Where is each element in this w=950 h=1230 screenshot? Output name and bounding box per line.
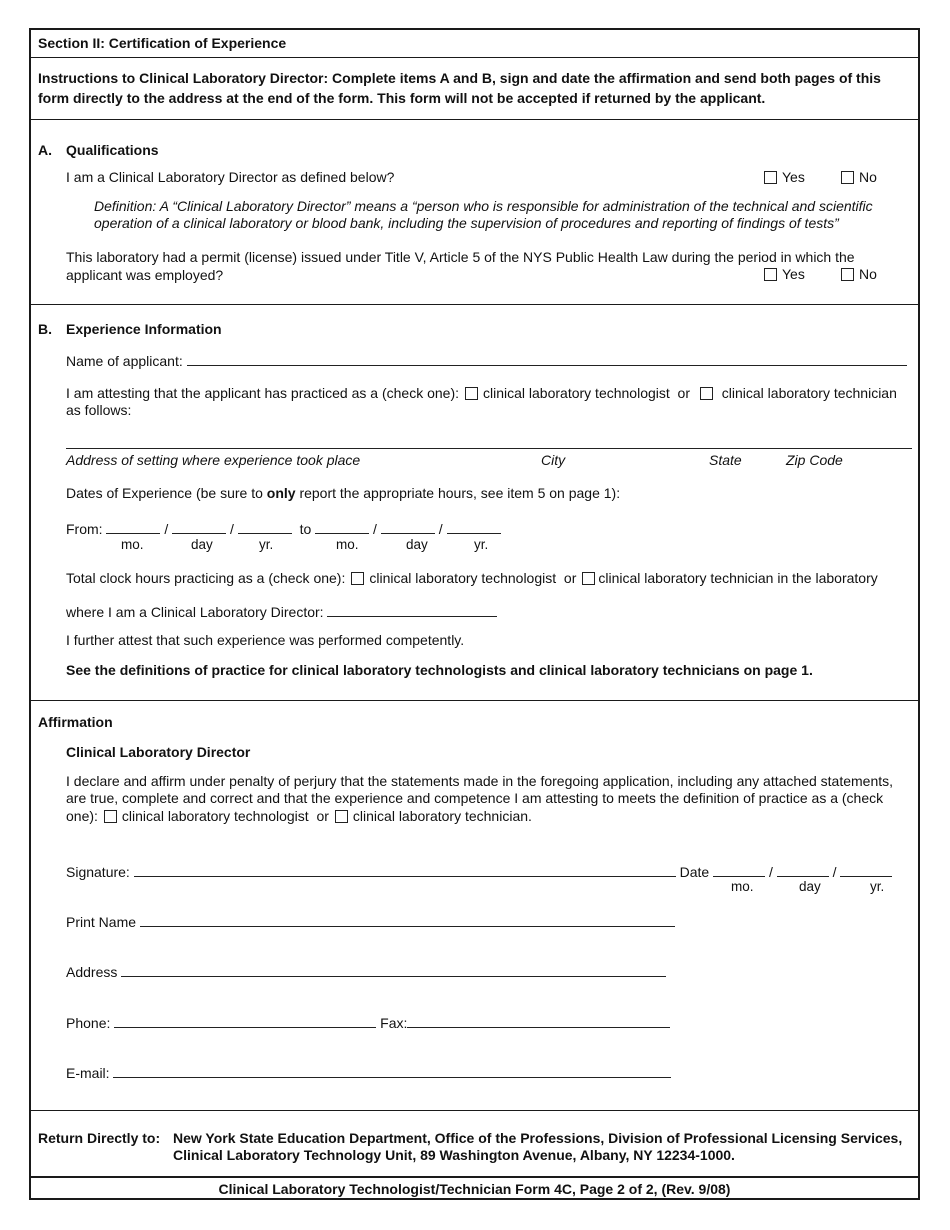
form-footer: Clinical Laboratory Technologist/Technician Form 4C, Page 2 of 2, (Rev. 9/08) bbox=[218, 1181, 731, 1197]
divider bbox=[31, 304, 918, 305]
slash: / bbox=[373, 521, 377, 537]
competence-statement: I further attest that such experience was performed competently. bbox=[66, 632, 465, 648]
date-range-row bbox=[66, 519, 501, 538]
from-day-label: day bbox=[191, 537, 213, 552]
q1-no-checkbox[interactable] bbox=[841, 171, 854, 184]
no-label: No bbox=[859, 169, 877, 185]
date-label: Date bbox=[679, 864, 710, 880]
director-address-field[interactable] bbox=[121, 962, 666, 977]
affirm-technician-checkbox[interactable] bbox=[335, 810, 348, 823]
or-label: or bbox=[677, 385, 690, 401]
return-address-line2: Clinical Laboratory Technology Unit, 89 Washington Avenue, Albany, NY 12234-1000. bbox=[173, 1147, 735, 1163]
divider bbox=[31, 1110, 918, 1111]
city-label: City bbox=[541, 452, 566, 468]
applicant-name-row bbox=[66, 351, 907, 370]
or-label: or bbox=[316, 808, 329, 824]
q2-no-checkbox[interactable] bbox=[841, 268, 854, 281]
slash: / bbox=[768, 864, 773, 880]
sign-mo-label: mo. bbox=[731, 879, 754, 894]
permit-question: This laboratory had a permit (license) issued under Title V, Article 5 of the NYS Public Health Law during the period in which the applicant was employed? bbox=[66, 249, 855, 283]
technologist-label: clinical laboratory technologist bbox=[483, 385, 670, 401]
divider bbox=[31, 700, 918, 701]
q2-yes-checkbox[interactable] bbox=[764, 268, 777, 281]
from-day-field[interactable] bbox=[172, 519, 226, 534]
technician-label: clinical laboratory technician bbox=[721, 385, 897, 401]
director-definition: Definition: A “Clinical Laboratory Director” means a “person who is responsible for administration of the technical and scientific operation of a clinical laboratory or blood bank, including the supervision of procedures and reporting of findings of tests” bbox=[94, 198, 873, 231]
from-mo-label: mo. bbox=[121, 537, 144, 552]
print-name-field[interactable] bbox=[140, 912, 675, 927]
technologist-checkbox[interactable] bbox=[465, 387, 478, 400]
address-label: Address of setting where experience took place bbox=[66, 452, 361, 468]
affirmation-text: I declare and affirm under penalty of perjury that the statements made in the foregoing application, including any attached statements, are true, complete and correct and that the experience and competence I am attesting to meets the definition of practice as a (check bbox=[66, 773, 894, 806]
phone-fax-row bbox=[66, 1013, 670, 1032]
technologist-label: clinical laboratory technologist bbox=[121, 808, 309, 824]
applicant-name-label: Name of applicant: bbox=[66, 353, 183, 369]
sign-year-field[interactable] bbox=[840, 862, 892, 877]
to-mo-label: mo. bbox=[336, 537, 359, 552]
email-row bbox=[66, 1063, 671, 1082]
section-b-letter: B. bbox=[38, 321, 52, 337]
where-text: where I am a Clinical Laboratory Director: bbox=[66, 604, 324, 620]
fax-label: Fax: bbox=[380, 1015, 408, 1031]
q2-no-group bbox=[835, 266, 877, 283]
divider bbox=[31, 1176, 918, 1178]
address-row bbox=[66, 962, 666, 981]
hours-technologist-checkbox[interactable] bbox=[351, 572, 364, 585]
definitions-note: See the definitions of practice for clinical laboratory technologists and clinical laboratory technicians on page 1. bbox=[66, 662, 813, 678]
address-line[interactable] bbox=[66, 448, 912, 449]
section-b-title: Experience Information bbox=[66, 321, 222, 337]
fax-field[interactable] bbox=[407, 1013, 670, 1028]
to-month-field[interactable] bbox=[315, 519, 369, 534]
or-label: or bbox=[563, 570, 577, 586]
form-frame bbox=[29, 28, 920, 1200]
affirmation-check-row bbox=[66, 808, 532, 825]
to-label: to bbox=[299, 521, 312, 537]
phone-label: Phone: bbox=[66, 1015, 111, 1031]
technician-label: clinical laboratory technician. bbox=[352, 808, 532, 824]
affirmation-subtitle: Clinical Laboratory Director bbox=[66, 744, 251, 760]
slash: / bbox=[438, 521, 443, 537]
state-label: State bbox=[709, 452, 742, 468]
hours-tail: clinical laboratory technician in the laboratory bbox=[598, 570, 878, 586]
no-label: No bbox=[859, 266, 877, 282]
attest-row bbox=[66, 385, 897, 402]
section-a-letter: A. bbox=[38, 142, 52, 158]
signature-row bbox=[66, 862, 892, 881]
q1-no-group bbox=[835, 169, 877, 186]
technician-checkbox[interactable] bbox=[700, 387, 713, 400]
to-year-field[interactable] bbox=[447, 519, 501, 534]
director-question: I am a Clinical Laboratory Director as defined below? bbox=[66, 169, 395, 185]
hours-text: Total clock hours practicing as a (check one): bbox=[66, 570, 346, 586]
dates-text: Dates of Experience (be sure to bbox=[66, 485, 267, 501]
signature-field[interactable] bbox=[134, 862, 676, 877]
yes-label: Yes bbox=[782, 266, 805, 282]
phone-field[interactable] bbox=[114, 1013, 376, 1028]
slash: / bbox=[832, 864, 837, 880]
affirm-technologist-checkbox[interactable] bbox=[104, 810, 117, 823]
from-year-field[interactable] bbox=[238, 519, 292, 534]
section-title: Section II: Certification of Experience bbox=[38, 35, 287, 51]
slash: / bbox=[230, 521, 234, 537]
to-yr-label: yr. bbox=[474, 537, 489, 552]
signature-label: Signature: bbox=[66, 864, 130, 880]
to-day-field[interactable] bbox=[381, 519, 435, 534]
email-label: E-mail: bbox=[66, 1065, 110, 1081]
hours-row bbox=[66, 570, 878, 587]
sign-month-field[interactable] bbox=[713, 862, 765, 877]
instructions: Instructions to Clinical Laboratory Director: Complete items A and B, sign and date the affirmation and send both pages of this form directly to the address at the end of the form. This form will not be accepted if returned by the applicant. bbox=[38, 70, 881, 106]
from-yr-label: yr. bbox=[259, 537, 274, 552]
divider bbox=[31, 119, 918, 120]
hours-technician-checkbox[interactable] bbox=[582, 572, 595, 585]
section-a-title: Qualifications bbox=[66, 142, 159, 158]
q1-yes-group bbox=[758, 169, 805, 186]
return-address-line1: New York State Education Department, Office of the Professions, Division of Professional Licensing Services, bbox=[173, 1130, 903, 1146]
applicant-name-field[interactable] bbox=[187, 351, 907, 366]
attest-text: I am attesting that the applicant has practiced as a (check one): bbox=[66, 385, 459, 401]
q1-yes-checkbox[interactable] bbox=[764, 171, 777, 184]
address-field-label: Address bbox=[66, 964, 118, 980]
sign-day-field[interactable] bbox=[777, 862, 829, 877]
divider bbox=[31, 57, 918, 58]
from-month-field[interactable] bbox=[106, 519, 160, 534]
dates-instruction bbox=[66, 485, 620, 502]
q2-yes-group bbox=[758, 266, 805, 283]
one-label: one): bbox=[66, 808, 98, 824]
to-day-label: day bbox=[406, 537, 428, 552]
yes-label: Yes bbox=[782, 169, 805, 185]
technologist-label: clinical laboratory technologist bbox=[369, 570, 557, 586]
zip-label: Zip Code bbox=[786, 452, 843, 468]
print-name-row bbox=[66, 912, 675, 931]
slash: / bbox=[164, 521, 169, 537]
print-name-label: Print Name bbox=[66, 914, 137, 930]
as-follows: as follows: bbox=[66, 402, 132, 418]
dates-only: only bbox=[266, 485, 296, 501]
from-label: From: bbox=[66, 521, 103, 537]
clock-hours-field[interactable] bbox=[327, 602, 497, 617]
where-row bbox=[66, 602, 497, 621]
sign-yr-label: yr. bbox=[870, 879, 885, 894]
sign-day-label: day bbox=[799, 879, 821, 894]
dates-text-tail: report the appropriate hours, see item 5 on page 1): bbox=[295, 485, 621, 501]
affirmation-title: Affirmation bbox=[38, 714, 113, 730]
return-label: Return Directly to: bbox=[38, 1130, 161, 1146]
email-field[interactable] bbox=[113, 1063, 671, 1078]
